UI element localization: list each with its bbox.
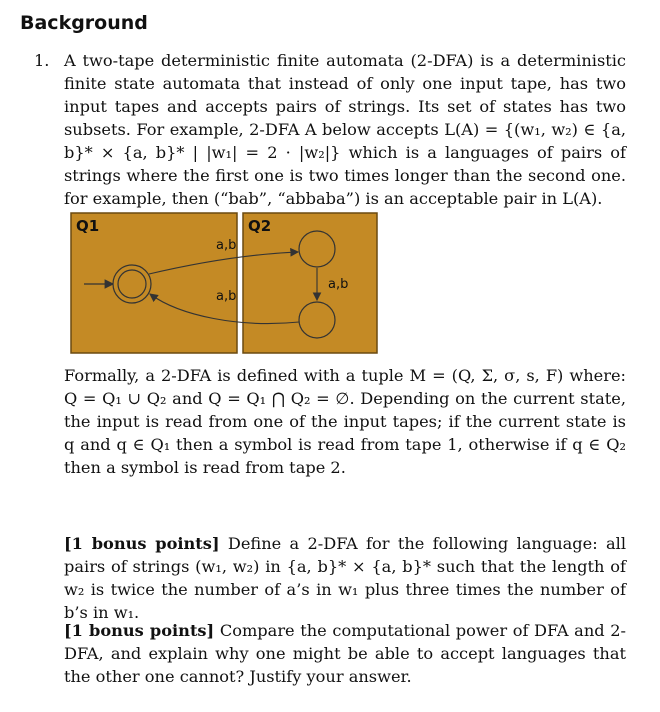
edge-right-label: a,b bbox=[328, 277, 349, 292]
state-q2-lower bbox=[299, 302, 335, 338]
bonus-question-2 bbox=[64, 619, 626, 688]
bonus-question-1-points: [1 bonus points] bbox=[64, 534, 220, 553]
bonus-question-2-text: Compare the computational power of DFA and 2-DFA, and explain why one might be able to accept languages that the other one cannot? Justify your answer. bbox=[64, 621, 626, 686]
bonus-question-1 bbox=[64, 532, 626, 624]
edge-top-label: a,b bbox=[216, 238, 237, 253]
bonus-question-2-points: [1 bonus points] bbox=[64, 621, 215, 640]
q1-label: Q1 bbox=[76, 217, 100, 235]
two-dfa-diagram bbox=[70, 212, 378, 354]
state-q2-upper bbox=[299, 231, 335, 267]
item-number: 1. bbox=[34, 51, 50, 70]
bonus-question-1-text: Define a 2-DFA for the following language: all pairs of strings (w₁, w₂) in {a, b}* × {a, b}* such that the length of w₂ is twice the number of a’s in w₁ plus three times the number of b’s in w₁. bbox=[64, 534, 626, 622]
intro-paragraph: A two-tape deterministic finite automata (2-DFA) is a deterministic finite state automata that instead of only one input tape, has two input tapes and accepts pairs of strings. Its set of states has two subsets. For example, 2-DFA A below accepts L(A) = {(w₁, w₂) ∈ {a, b}* × {a, b}* | |w₁| = 2 · |w₂|} which is a languages of pairs of strings where the first one is two times longer than the second one. for example, then (“bab”, “abbaba”) is an acceptable pair in L(A). bbox=[64, 51, 626, 208]
edge-bottom-label: a,b bbox=[216, 289, 237, 304]
section-heading: Background bbox=[20, 12, 148, 34]
formal-definition-paragraph: Formally, a 2-DFA is defined with a tuple M = (Q, Σ, σ, s, F) where: Q = Q₁ ∪ Q₂ and Q = Q₁ ⋂ Q₂ = ∅. Depending on the current state, the input is read from one of the input tapes; if the current state is q and q ∈ Q₁ then a symbol is read from tape 1, otherwise if q ∈ Q₂ then a symbol is read from tape 2. bbox=[64, 366, 626, 477]
q2-label: Q2 bbox=[248, 217, 272, 235]
state-q1-accept-inner bbox=[118, 270, 146, 298]
